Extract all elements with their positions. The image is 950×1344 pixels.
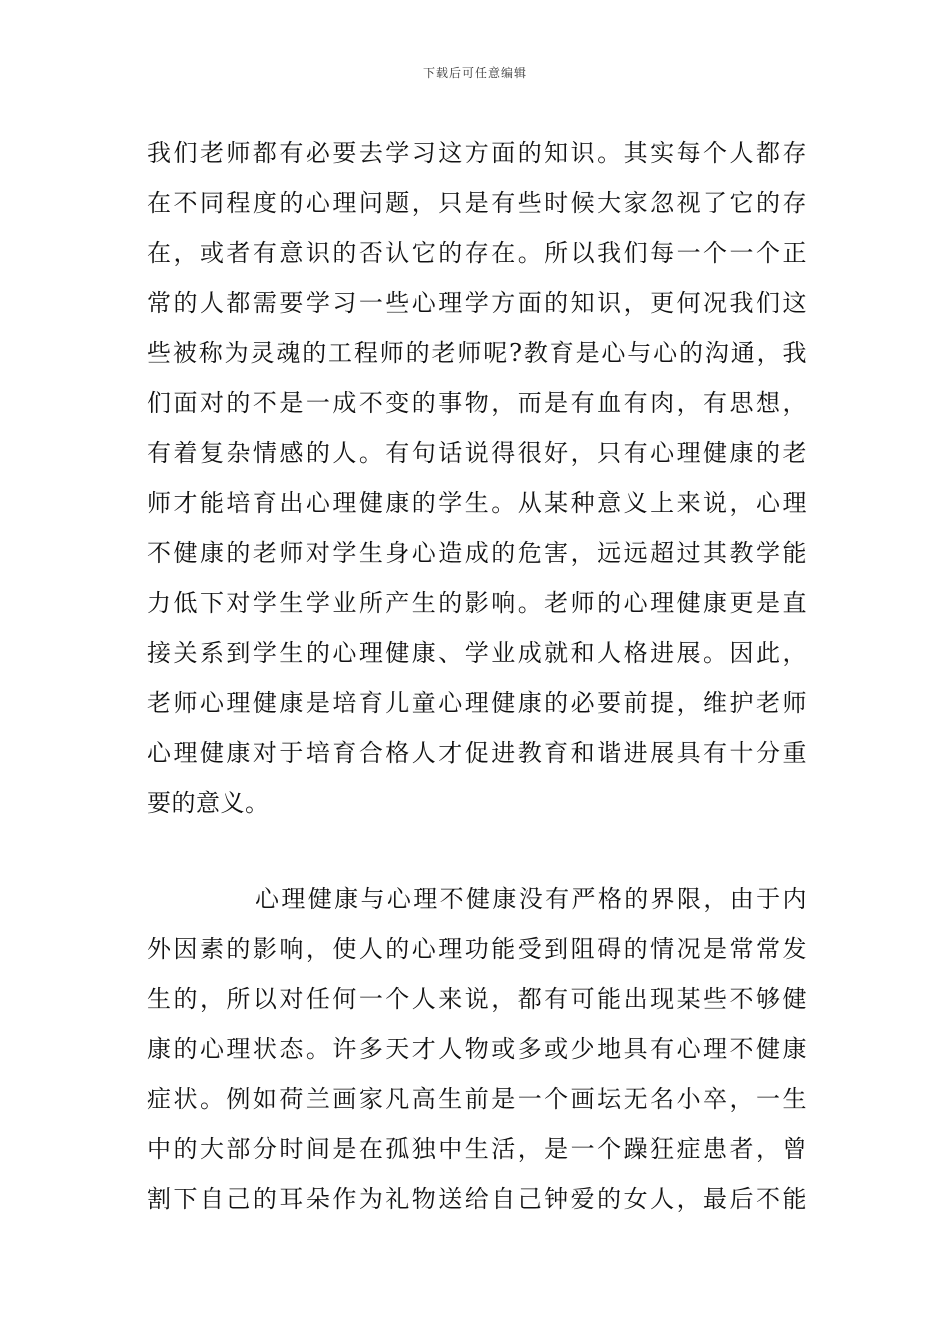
paragraph-line: 在不同程度的心理问题，只是有些时候大家忽视了它的存: [147, 189, 807, 217]
paragraph-line: 不健康的老师对学生身心造成的危害，远远超过其教学能: [147, 539, 807, 567]
page-header: 下载后可任意编辑: [422, 66, 527, 80]
paragraph-line: 中的大部分时间是在孤独中生活，是一个躁狂症患者，曾: [147, 1135, 807, 1163]
paragraph-line: 割下自己的耳朵作为礼物送给自己钟爱的女人，最后不能: [147, 1185, 807, 1213]
paragraph-1: [147, 128, 807, 828]
paragraph-line: 生的，所以对任何一个人来说，都有可能出现某些不够健: [147, 985, 807, 1013]
paragraph-line: 常的人都需要学习一些心理学方面的知识，更何况我们这: [147, 289, 807, 317]
paragraph-line: 我们老师都有必要去学习这方面的知识。其实每个人都存: [147, 139, 807, 167]
paragraph-line: 接关系到学生的心理健康、学业成就和人格进展。因此，: [147, 639, 807, 667]
paragraph-line: 在，或者有意识的否认它的存在。所以我们每一个一个正: [147, 239, 807, 267]
paragraph-line: 师才能培育出心理健康的学生。从某种意义上来说，心理: [147, 489, 807, 517]
paragraph-line: 症状。例如荷兰画家凡高生前是一个画坛无名小卒，一生: [147, 1085, 807, 1113]
paragraph-line: 心理健康对于培育合格人才促进教育和谐进展具有十分重: [147, 739, 807, 767]
paragraph-line: 康的心理状态。许多天才人物或多或少地具有心理不健康: [147, 1035, 807, 1063]
paragraph-line: 要的意义。: [147, 789, 270, 817]
paragraph-line: 老师心理健康是培育儿童心理健康的必要前提，维护老师: [147, 689, 807, 717]
paragraph-line: 们面对的不是一成不变的事物，而是有血有肉，有思想，: [147, 389, 807, 417]
paragraph-line: 些被称为灵魂的工程师的老师呢?教育是心与心的沟通，我: [147, 339, 807, 367]
paragraph-2: [147, 874, 807, 1224]
paragraph-line: 有着复杂情感的人。有句话说得很好，只有心理健康的老: [147, 439, 807, 467]
paragraph-line: 心理健康与心理不健康没有严格的界限，由于内: [255, 885, 807, 913]
paragraph-line: 力低下对学生学业所产生的影响。老师的心理健康更是直: [147, 589, 807, 617]
paragraph-line: 外因素的影响，使人的心理功能受到阻碍的情况是常常发: [147, 935, 807, 963]
